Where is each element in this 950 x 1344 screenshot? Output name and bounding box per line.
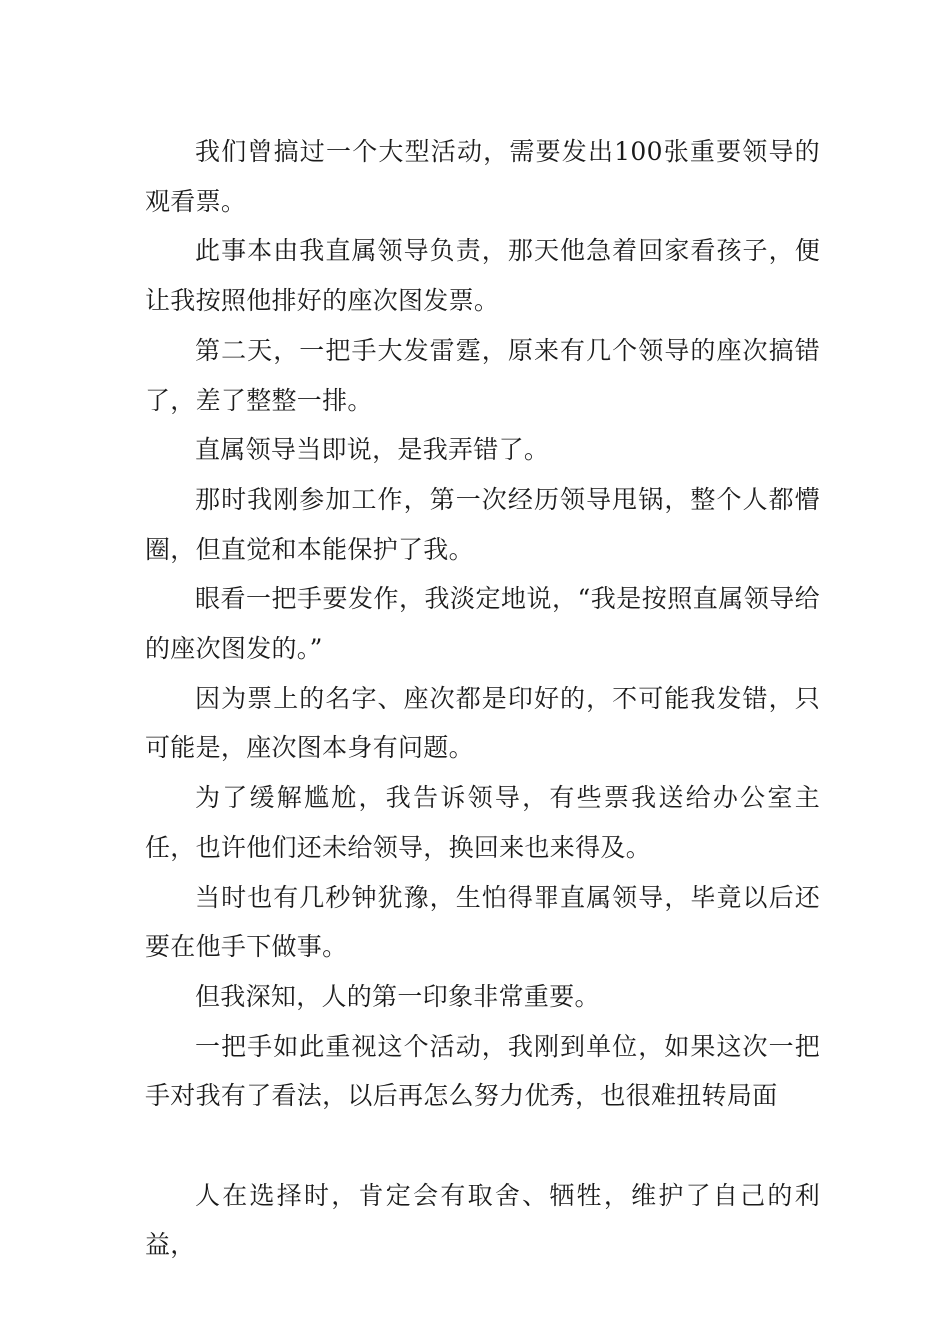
paragraph-11: 一把手如此重视这个活动，我刚到单位，如果这次一把手对我有了看法，以后再怎么努力优秀，也很难扭转局面 xyxy=(145,1031,820,1111)
blank-line xyxy=(145,1121,820,1171)
paragraph-2: 此事本由我直属领导负责，那天他急着回家看孩子，便让我按照他排好的座次图发票。 xyxy=(145,236,820,316)
paragraph-7: 因为票上的名字、座次都是印好的，不可能我发错，只可能是，座次图本身有问题。 xyxy=(145,683,820,763)
paragraph-3: 第二天，一把手大发雷霆，原来有几个领导的座次搞错了，差了整整一排。 xyxy=(145,335,820,415)
paragraph-1: 我们曾搞过一个大型活动，需要发出100张重要领导的观看票。 xyxy=(145,137,820,216)
paragraph-5: 那时我刚参加工作，第一次经历领导甩锅，整个人都懵圈，但直觉和本能保护了我。 xyxy=(145,484,820,564)
paragraph-8: 为了缓解尴尬，我告诉领导，有些票我送给办公室主任，也许他们还未给领导，换回来也来得及。 xyxy=(145,783,820,862)
paragraph-6: 眼看一把手要发作，我淡定地说，“我是按照直属领导给的座次图发的。” xyxy=(145,584,820,664)
paragraph-10: 但我深知，人的第一印象非常重要。 xyxy=(195,981,600,1011)
paragraph-4: 直属领导当即说，是我弄错了。 xyxy=(195,435,550,465)
paragraph-12: 人在选择时，肯定会有取舍、牺牲，维护了自己的利益， xyxy=(145,1180,820,1260)
body-text xyxy=(145,127,820,1270)
paragraph-9: 当时也有几秒钟犹豫，生怕得罪直属领导，毕竟以后还要在他手下做事。 xyxy=(145,882,820,962)
